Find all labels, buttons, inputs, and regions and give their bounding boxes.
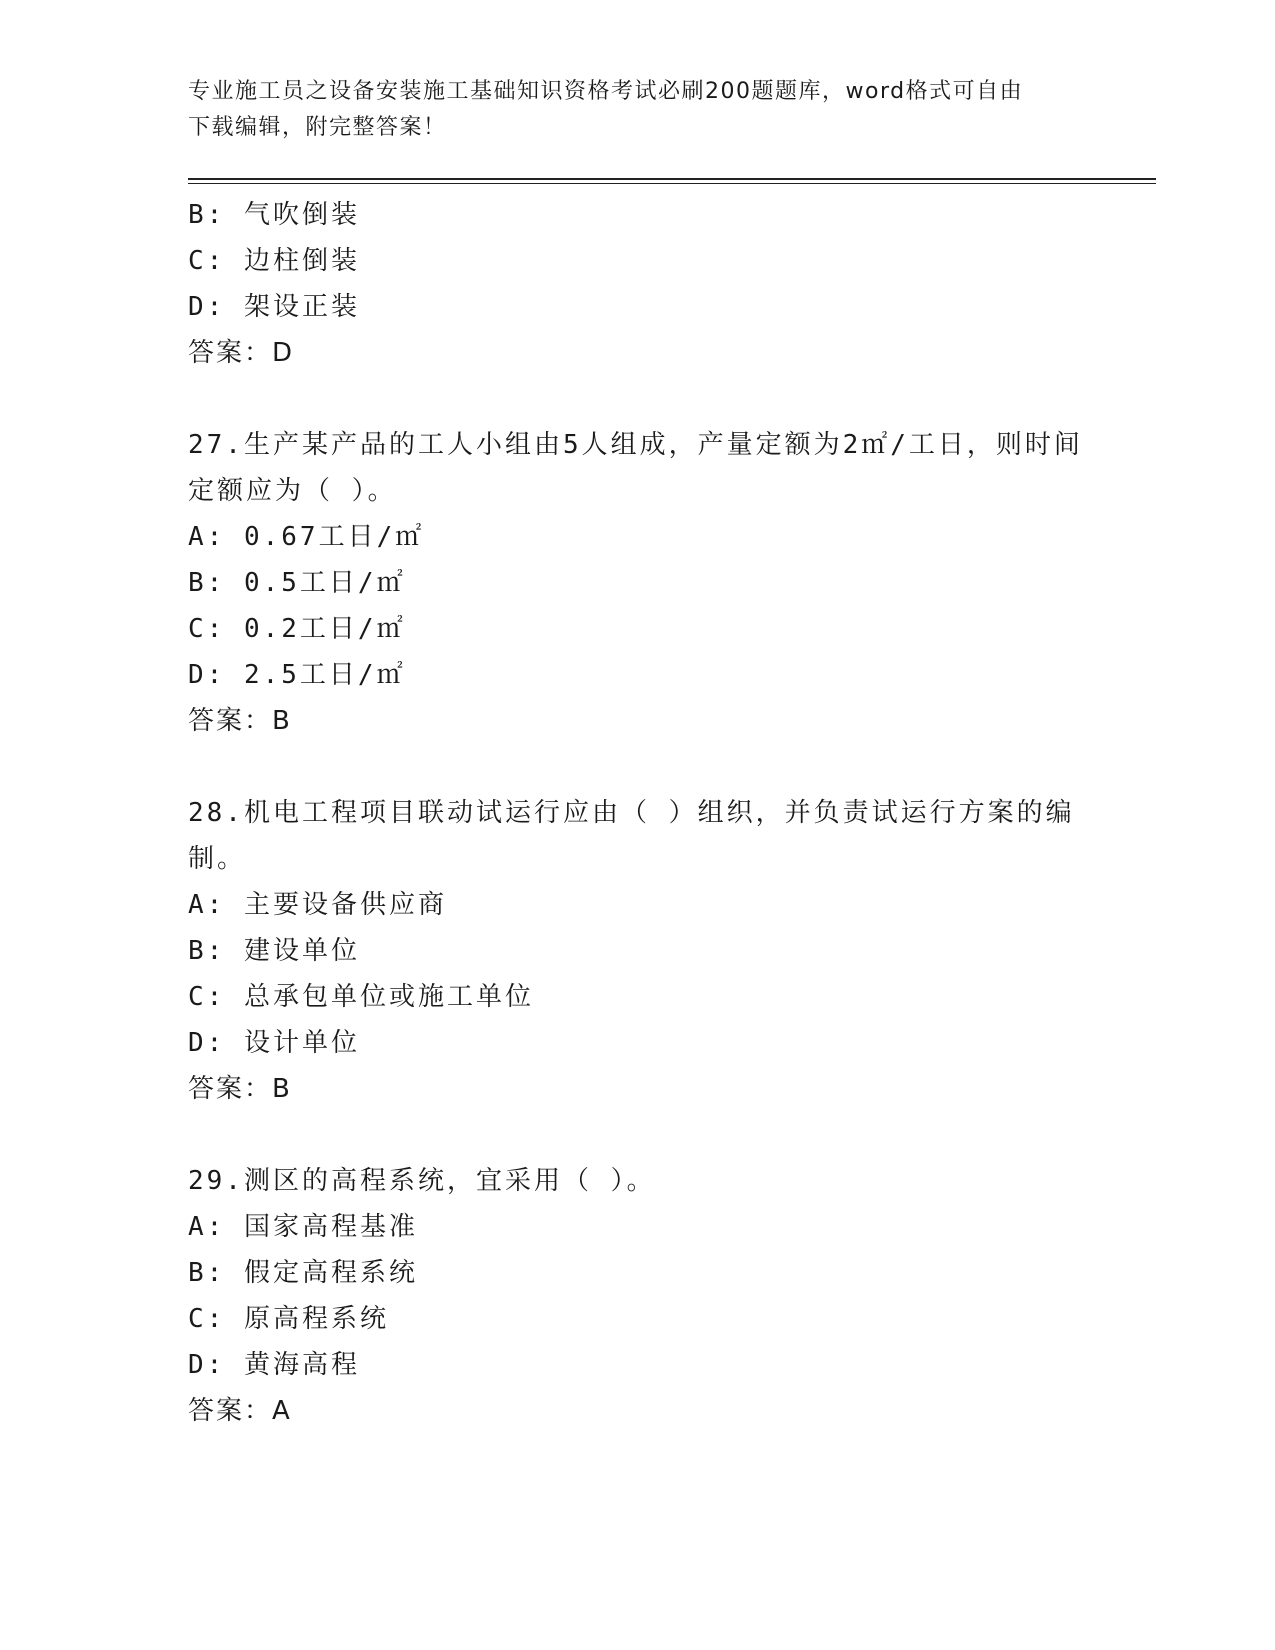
option-a: A: 国家高程基准 — [188, 1212, 418, 1242]
answer-line: 答案：B — [188, 706, 292, 736]
answer-line: 答案：B — [188, 1074, 292, 1104]
option-c: C: 0.2工日/㎡ — [188, 614, 406, 644]
option-d: D: 设计单位 — [188, 1028, 360, 1058]
option-b: B: 气吹倒装 — [188, 200, 360, 230]
question-29 — [188, 1158, 1088, 1434]
option-d: D: 架设正装 — [188, 292, 360, 322]
option-b: B: 建设单位 — [188, 936, 360, 966]
question-text-line-1: 27.生产某产品的工人小组由5人组成，产量定额为2㎡/工日，则时间 — [188, 430, 1083, 460]
question-28 — [188, 790, 1088, 1112]
option-c: C: 边柱倒装 — [188, 246, 360, 276]
option-a: A: 0.67工日/㎡ — [188, 522, 425, 552]
question-list — [188, 192, 1088, 1434]
option-c: C: 总承包单位或施工单位 — [188, 982, 534, 1012]
header-title-line-1: 专业施工员之设备安装施工基础知识资格考试必刷200题题库，word格式可自由 — [188, 79, 1024, 104]
document-header — [188, 74, 1068, 146]
question-text-line-1: 28.机电工程项目联动试运行应由（ ）组织，并负责试运行方案的编 — [188, 798, 1075, 828]
answer-line: 答案：D — [188, 338, 295, 368]
answer-line: 答案：A — [188, 1396, 292, 1426]
header-title-line-2: 下载编辑，附完整答案！ — [188, 115, 447, 140]
question-text-line-1: 29.测区的高程系统，宜采用（ ）。 — [188, 1166, 656, 1196]
option-d: D: 黄海高程 — [188, 1350, 360, 1380]
option-c: C: 原高程系统 — [188, 1304, 389, 1334]
question-text-line-2: 定额应为（ ）。 — [188, 476, 397, 506]
option-d: D: 2.5工日/㎡ — [188, 660, 406, 690]
question-block-prev — [188, 192, 1088, 376]
question-text-line-2: 制。 — [188, 844, 247, 874]
option-b: B: 假定高程系统 — [188, 1258, 418, 1288]
question-27 — [188, 422, 1088, 744]
option-a: A: 主要设备供应商 — [188, 890, 447, 920]
option-b: B: 0.5工日/㎡ — [188, 568, 406, 598]
header-divider — [188, 178, 1156, 184]
